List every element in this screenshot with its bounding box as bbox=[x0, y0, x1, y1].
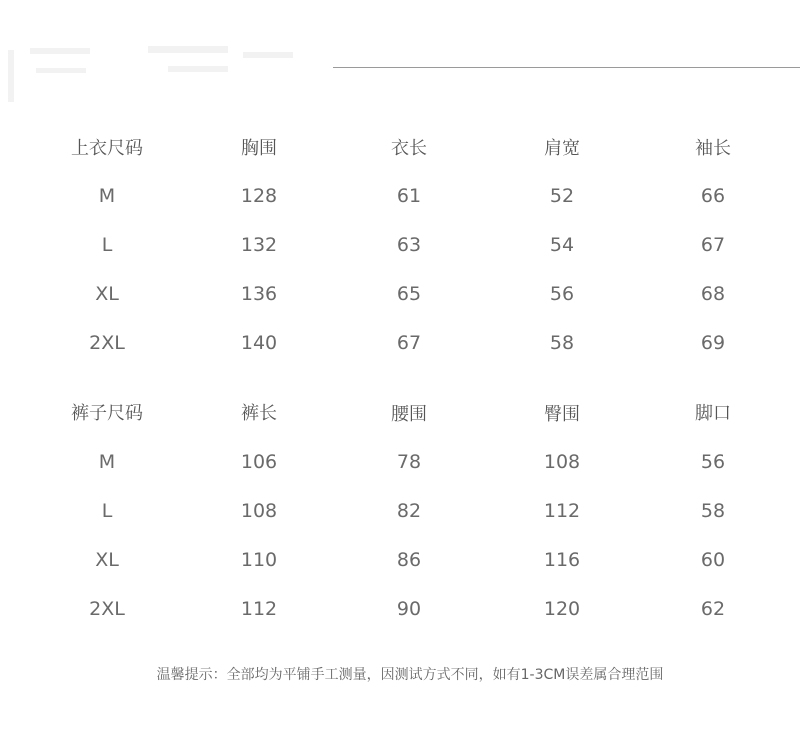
table-cell: 82 bbox=[396, 500, 422, 522]
table-cell: 60 bbox=[700, 549, 726, 571]
table-cell: 78 bbox=[396, 451, 422, 473]
header-cell: 脚口 bbox=[695, 403, 731, 424]
header-cell: 裤长 bbox=[241, 403, 277, 424]
table-cell: L bbox=[101, 234, 113, 256]
table-cell: 86 bbox=[396, 549, 422, 571]
header-cell: 腰围 bbox=[391, 404, 427, 425]
table-cell: M bbox=[98, 451, 116, 473]
table-cell: 56 bbox=[700, 451, 726, 473]
table-row bbox=[0, 181, 800, 211]
table-cell: 61 bbox=[396, 185, 422, 207]
table-cell: 108 bbox=[240, 500, 278, 522]
table-cell: 65 bbox=[396, 283, 422, 305]
table-cell: 67 bbox=[700, 234, 726, 256]
table-cell: 112 bbox=[543, 500, 581, 522]
table-cell: 106 bbox=[240, 451, 278, 473]
table-cell: 66 bbox=[700, 185, 726, 207]
table-cell: XL bbox=[95, 549, 119, 571]
table-cell: 58 bbox=[549, 332, 575, 354]
header-cell: 臀围 bbox=[544, 404, 580, 425]
header-cell: 裤子尺码 bbox=[71, 403, 143, 424]
measurement-tip-note: 温馨提示：全部均为平铺手工测量，因测试方式不同，如有1-3CM误差属合理范围 bbox=[156, 667, 664, 683]
table-cell: L bbox=[101, 500, 113, 522]
table-cell: M bbox=[98, 185, 116, 207]
header-cell: 胸围 bbox=[241, 138, 277, 159]
table-cell: 62 bbox=[700, 598, 726, 620]
table-cell: 68 bbox=[700, 283, 726, 305]
table-row bbox=[0, 496, 800, 526]
table-cell: 128 bbox=[240, 185, 278, 207]
table-row bbox=[0, 545, 800, 575]
table-cell: 2XL bbox=[89, 598, 125, 620]
table-cell: 140 bbox=[240, 332, 278, 354]
table-cell: 69 bbox=[700, 332, 726, 354]
table-row bbox=[0, 594, 800, 624]
table-header-row bbox=[0, 134, 800, 164]
table-cell: 56 bbox=[549, 283, 575, 305]
table-row bbox=[0, 230, 800, 260]
faded-logo-mark bbox=[8, 38, 308, 108]
table-row bbox=[0, 328, 800, 358]
header-cell: 袖长 bbox=[695, 138, 731, 159]
table-cell: 67 bbox=[396, 332, 422, 354]
table-cell: 108 bbox=[543, 451, 581, 473]
header-cell: 衣长 bbox=[391, 138, 427, 159]
table-cell: 63 bbox=[396, 234, 422, 256]
top-divider-line bbox=[333, 67, 800, 68]
header-cell: 上衣尺码 bbox=[71, 138, 143, 159]
table-row bbox=[0, 447, 800, 477]
table-cell: 132 bbox=[240, 234, 278, 256]
table-cell: 116 bbox=[543, 549, 581, 571]
table-cell: 120 bbox=[543, 598, 581, 620]
table-header-row bbox=[0, 399, 800, 429]
table-cell: 2XL bbox=[89, 332, 125, 354]
header-cell: 肩宽 bbox=[544, 138, 580, 159]
table-cell: 90 bbox=[396, 598, 422, 620]
table-row bbox=[0, 279, 800, 309]
table-cell: 54 bbox=[549, 234, 575, 256]
table-cell: 136 bbox=[240, 283, 278, 305]
table-cell: 58 bbox=[700, 500, 726, 522]
table-cell: 112 bbox=[240, 598, 278, 620]
table-cell: 52 bbox=[549, 185, 575, 207]
table-cell: 110 bbox=[240, 549, 278, 571]
table-cell: XL bbox=[95, 283, 119, 305]
